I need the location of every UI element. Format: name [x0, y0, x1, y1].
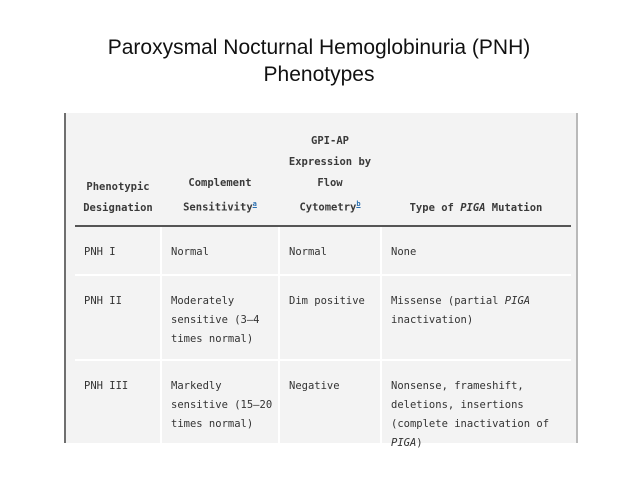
cell-mutation: Missense (partial PIGA inactivation) — [381, 275, 571, 360]
header-gpi-ap-expression: GPI-AP Expression by Flow Cytometry$^b$ — [279, 131, 381, 226]
header-complement-sensitivity: Complement Sensitivity$^a$ — [161, 131, 279, 226]
phenotype-table-figure — [64, 113, 578, 449]
cell-mutation: None — [381, 226, 571, 275]
slide-title-line1: Paroxysmal Nocturnal Hemoglobinuria (PNH) — [107, 36, 531, 59]
table-row — [75, 275, 571, 360]
cell-expression: Dim positive — [279, 275, 381, 360]
cell-phenotype: PNH III — [75, 360, 161, 464]
cell-expression: Negative — [279, 360, 381, 464]
header-piga-mutation-type: Type of PIGA Mutation — [381, 131, 571, 226]
phenotype-table — [75, 131, 571, 465]
slide-title — [0, 34, 638, 88]
cell-sensitivity: Moderately sensitive (3–4 times normal) — [161, 275, 279, 360]
cell-mutation: Nonsense, frameshift, deletions, insertions (complete inactivation of PIGA) — [381, 360, 571, 464]
footnote-b-link[interactable]: b — [356, 200, 361, 208]
cell-phenotype: PNH I — [75, 226, 161, 275]
slide-title-line2: Phenotypes — [263, 63, 375, 86]
cell-sensitivity: Normal — [161, 226, 279, 275]
cell-expression: Normal — [279, 226, 381, 275]
cell-phenotype: PNH II — [75, 275, 161, 360]
cell-sensitivity: Markedly sensitive (15–20 times normal) — [161, 360, 279, 464]
table-row — [75, 360, 571, 464]
header-phenotypic-designation: Phenotypic Designation — [75, 131, 161, 226]
table-row — [75, 226, 571, 275]
footnote-a-link[interactable]: a — [252, 200, 257, 208]
table-header-row — [75, 131, 571, 226]
